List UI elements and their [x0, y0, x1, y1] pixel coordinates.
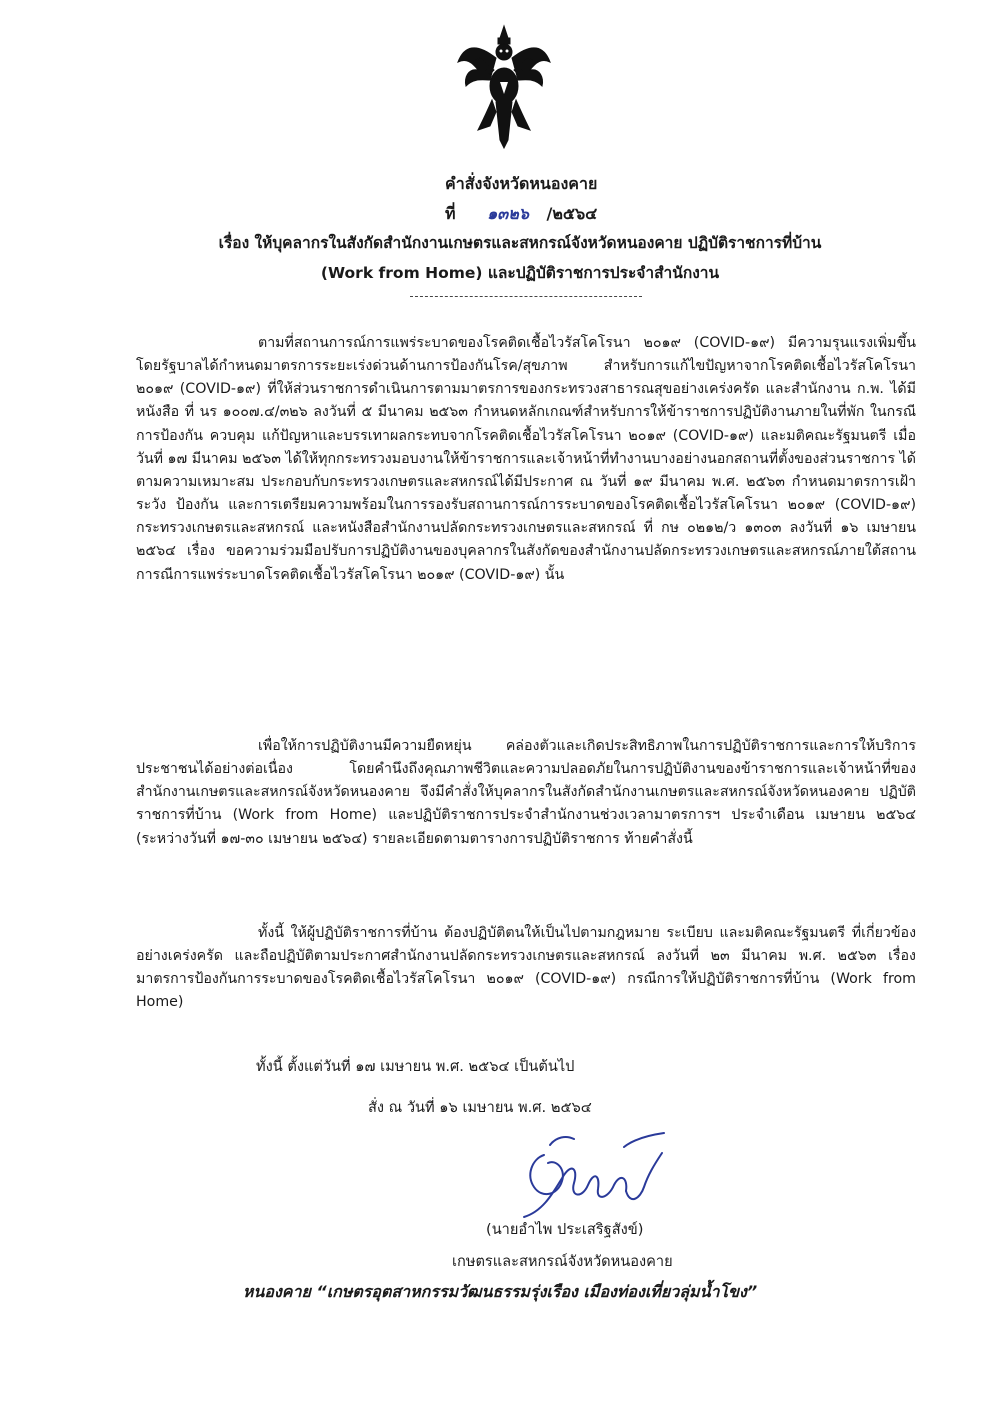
body-paragraph-3: ทั้งนี้ ให้ผู้ปฏิบัติราชการที่บ้าน ต้องปฏิบัติตนให้เป็นไปตามกฎหมาย ระเบียบ และมติคณะรัฐมนตรี ที่เกี่ยวข้อง อย่างเคร่งครัด และถือปฏิบัติตามประกาศสำนักงานปลัดกระทรวงเกษตรและสหกรณ์ ลงวันที่ ๒๓ มีนาคม พ.ศ. ๒๕๖๓ เรื่อง มาตรการป้องกันการระบาดของโรคติดเชื้อไวรัสโคโรนา ๒๐๑๙ (COVID-๑๙) กรณีการให้ปฏิบัติราชการที่บ้าน (Work from Home)	[136, 925, 916, 1011]
separator-line	[410, 296, 642, 297]
order-number-prefix: ที่	[445, 204, 456, 223]
effective-date: ทั้งนี้ ตั้งแต่วันที่ ๑๗ เมษายน พ.ศ. ๒๕๖๔ เป็นต้นไป	[256, 1058, 575, 1075]
order-number	[445, 202, 597, 227]
order-title: คำสั่งจังหวัดหนองคาย	[445, 174, 598, 193]
body-paragraph-2: เพื่อให้การปฏิบัติงานมีความยืดหยุ่น คล่องตัวและเกิดประสิทธิภาพในการปฏิบัติราชการและการให้บริการประชาชนได้อย่างต่อเนื่อง โดยคำนึงถึงคุณภาพชีวิตและความปลอดภัยในการปฏิบัติงานของข้าราชการและเจ้าหน้าที่ของสำนักงานเกษตรและสหกรณ์จังหวัดหนองคาย จึงมีคำสั่งให้บุคลากรในสังกัดสำนักงานเกษตรและสหกรณ์จังหวัดหนองคาย ปฏิบัติราชการที่บ้าน (Work from Home) และปฏิบัติราชการประจำสำนักงานช่วงเวลามาตรการฯ ประจำเดือน เมษายน ๒๕๖๔ (ระหว่างวันที่ ๑๗-๓๐ เมษายน ๒๕๖๔) รายละเอียดตามตารางการปฏิบัติราชการ ท้ายคำสั่งนี้	[136, 738, 916, 847]
signature-icon	[504, 1125, 668, 1229]
footer-motto: หนองคาย “เกษตรอุตสาหกรรมวัฒนธรรมรุ่งเรือง เมืองท่องเที่ยวลุ่มน้ำโขง”	[242, 1282, 758, 1301]
signer-position: เกษตรและสหกรณ์จังหวัดหนองคาย	[452, 1253, 673, 1270]
subject-line-2: (Work from Home) และปฏิบัติราชการประจำสำนักงาน	[320, 264, 720, 282]
subject-line-1: เรื่อง ให้บุคลากรในสังกัดสำนักงานเกษตรและสหกรณ์จังหวัดหนองคาย ปฏิบัติราชการที่บ้าน	[218, 234, 822, 252]
given-date: สั่ง ณ วันที่ ๑๖ เมษายน พ.ศ. ๒๕๖๔	[368, 1099, 592, 1116]
order-number-year: /๒๕๖๔	[546, 204, 598, 223]
body-paragraph-1: ตามที่สถานการณ์การแพร่ระบาดของโรคติดเชื้อไวรัสโคโรนา ๒๐๑๙ (COVID-๑๙) มีความรุนแรงเพิ่มขึ้น โดยรัฐบาลได้กำหนดมาตรการระยะเร่งด่วนด้านการป้องกันโรค/สุขภาพ สำหรับการแก้ไขปัญหาจากโรคติดเชื้อไวรัสโคโรนา ๒๐๑๙ (COVID-๑๙) ที่ให้ส่วนราชการดำเนินการตามมาตรการของกระทรวงสาธารณสุขอย่างเคร่งครัด และสำนักงาน ก.พ. ได้มีหนังสือ ที่ นร ๑๐๐๗.๔/๓๒๖ ลงวันที่ ๕ มีนาคม ๒๕๖๓ กำหนดหลักเกณฑ์สำหรับการให้ข้าราชการปฏิบัติงานภายในที่พัก ในกรณี การป้องกัน ควบคุม แก้ปัญหาและบรรเทาผลกระทบจากโรคติดเชื้อไวรัสโคโรนา ๒๐๑๙ (COVID-๑๙) และมติคณะรัฐมนตรี เมื่อวันที่ ๑๗ มีนาคม ๒๕๖๓ ได้ให้ทุกกระทรวงมอบงานให้ข้าราชการและเจ้าหน้าที่ทำงานบางอย่างนอกสถานที่ตั้งของส่วนราชการ ได้ตามความเหมาะสม ประกอบกับกระทรวงเกษตรและสหกรณ์ได้มีประกาศ ณ วันที่ ๑๙ มีนาคม พ.ศ. ๒๕๖๓ กำหนดมาตรการเฝ้าระวัง ป้องกัน และการเตรียมความพร้อมในการรองรับสถานการณ์การระบาดของโรคติดเชื้อไวรัสโคโรนา ๒๐๑๙ (COVID-๑๙) กระทรวงเกษตรและสหกรณ์ และหนังสือสำนักงานปลัดกระทรวงเกษตรและสหกรณ์ ที่ กษ ๐๒๑๒/ว ๑๓๐๓ ลงวันที่ ๑๖ เมษายน ๒๕๖๔ เรื่อง ขอความร่วมมือปรับการปฏิบัติงานของบุคลากรในสังกัดของสำนักงานปลัดกระทรวงเกษตรและสหกรณ์ภายใต้สถานการณีการแพร่ระบาดโรคติดเชื้อไวรัสโคโรนา ๒๐๑๙ (COVID-๑๙) นั้น	[136, 335, 916, 583]
order-number-handwritten: ๑๓๒๖	[487, 204, 529, 223]
garuda-emblem-icon	[456, 22, 552, 152]
signer-name: (นายอำไพ ประเสริฐสังข์)	[486, 1221, 644, 1238]
